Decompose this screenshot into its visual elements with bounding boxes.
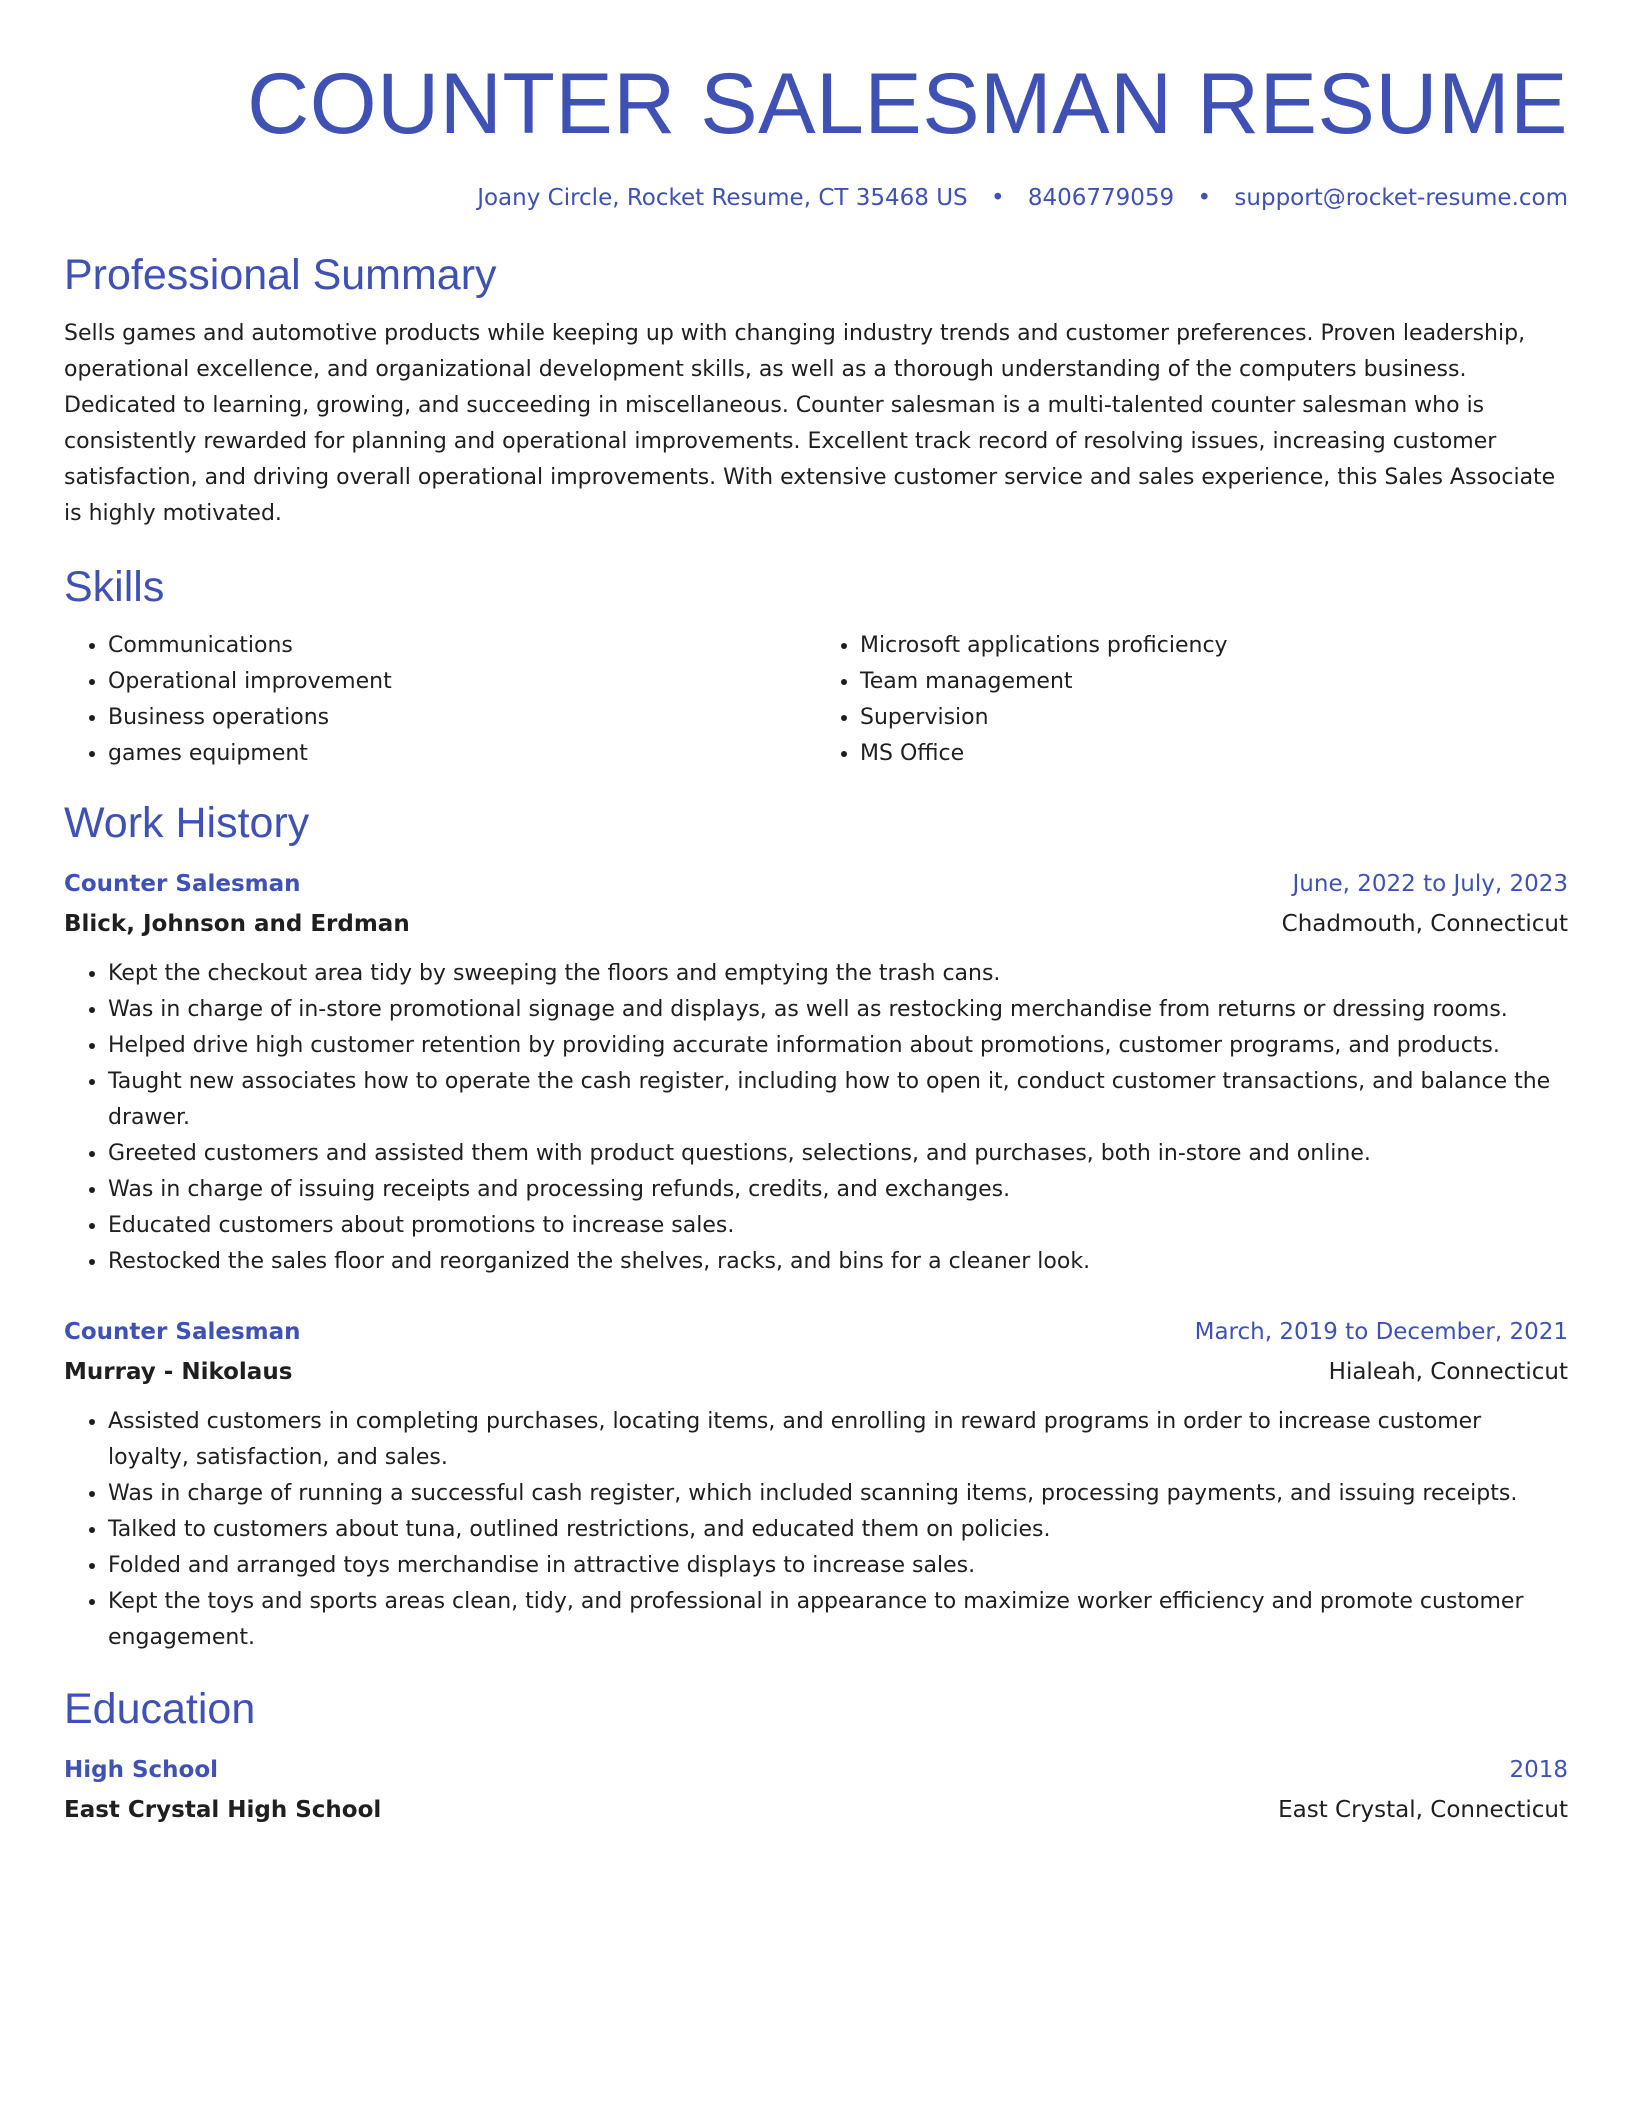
job-duty-item: • Talked to customers about tuna, outlined restrictions, and educated them on policies.	[108, 1512, 1568, 1548]
education-school: East Crystal High School	[64, 1797, 382, 1823]
contact-separator: •	[990, 185, 1005, 211]
job-duty-item: • Assisted customers in completing purchases, locating items, and enrolling in reward programs in order to increase customer loyalty, satisfaction, and sales.	[108, 1404, 1568, 1476]
contact-line	[64, 182, 1568, 214]
skill-item: • Business operations	[108, 700, 816, 736]
contact-email[interactable]: support@rocket-resume.com	[1234, 185, 1568, 211]
section-heading-education: Education	[64, 1685, 256, 1733]
job-title: Counter Salesman	[64, 871, 301, 897]
contact-address: Joany Circle, Rocket Resume, CT 35468 US	[477, 185, 968, 211]
job-duty-item: • Kept the checkout area tidy by sweeping the floors and emptying the trash cans.	[108, 956, 1568, 992]
job-duty-item: • Was in charge of in-store promotional signage and displays, as well as restocking merchandise from returns or dressing rooms.	[108, 992, 1568, 1028]
job-entry	[64, 866, 1568, 1280]
job-duty-item: • Was in charge of running a successful cash register, which included scanning items, processing payments, and issuing receipts.	[108, 1476, 1568, 1512]
job-location: Chadmouth, Connecticut	[1281, 911, 1568, 937]
job-header-row	[64, 1314, 1568, 1350]
education-school-row	[64, 1788, 1568, 1828]
job-company: Blick, Johnson and Erdman	[64, 911, 410, 937]
contact-separator: •	[1197, 185, 1212, 211]
resume-title: COUNTER SALESMAN RESUME	[247, 56, 1568, 152]
skill-item: • Communications	[108, 628, 816, 664]
job-location: Hialeah, Connecticut	[1328, 1359, 1568, 1385]
job-duty-item: • Educated customers about promotions to increase sales.	[108, 1208, 1568, 1244]
job-title: Counter Salesman	[64, 1319, 301, 1345]
job-duty-item: • Helped drive high customer retention by providing accurate information about promotions, customer programs, and products.	[108, 1028, 1568, 1064]
education-section	[64, 1682, 1568, 1828]
section-heading-summary: Professional Summary	[64, 251, 497, 299]
summary-text: Sells games and automotive products while keeping up with changing industry trends and customer preferences. Proven leadership, operational excellence, and organizational development skills, as well as a thorough understanding of the computers business. Dedicated to learning, growing, and succeeding in miscellaneous. Counter salesman is a multi-talented counter salesman who is consistently rewarded for planning and operational improvements. Excellent track record of resolving issues, increasing customer satisfaction, and driving overall operational improvements. With extensive customer service and sales experience, this Sales Associate is highly motivated.	[64, 321, 1556, 526]
skills-section	[64, 560, 1568, 772]
education-degree: High School	[64, 1757, 219, 1783]
contact-phone: 8406779059	[1027, 185, 1175, 211]
education-header-row	[64, 1752, 1568, 1788]
job-company-row	[64, 902, 1568, 942]
professional-summary-section	[64, 248, 1568, 532]
skills-list-right	[816, 628, 1568, 772]
job-entry	[64, 1314, 1568, 1656]
skill-item: • games equipment	[108, 736, 816, 772]
skill-item: • MS Office	[860, 736, 1568, 772]
job-dates: March, 2019 to December, 2021	[1194, 1319, 1568, 1345]
education-year: 2018	[1509, 1757, 1568, 1783]
skill-item: • Microsoft applications proficiency	[860, 628, 1568, 664]
job-duty-item: • Kept the toys and sports areas clean, tidy, and professional in appearance to maximize worker efficiency and promote customer engagement.	[108, 1584, 1568, 1656]
job-header-row	[64, 866, 1568, 902]
job-duties-list	[64, 956, 1568, 1280]
job-company: Murray - Nikolaus	[64, 1359, 293, 1385]
job-duty-item: • Folded and arranged toys merchandise in attractive displays to increase sales.	[108, 1548, 1568, 1584]
skills-grid	[64, 628, 1568, 772]
job-duty-item: • Taught new associates how to operate the cash register, including how to open it, conduct customer transactions, and balance the drawer.	[108, 1064, 1568, 1136]
education-location: East Crystal, Connecticut	[1278, 1797, 1568, 1823]
section-heading-work-history: Work History	[64, 799, 310, 847]
job-company-row	[64, 1350, 1568, 1390]
skill-item: • Operational improvement	[108, 664, 816, 700]
job-duties-list	[64, 1404, 1568, 1656]
work-history-section	[64, 796, 1568, 1656]
job-duty-item: • Restocked the sales floor and reorganized the shelves, racks, and bins for a cleaner look.	[108, 1244, 1568, 1280]
education-entry	[64, 1752, 1568, 1828]
job-duty-item: • Greeted customers and assisted them with product questions, selections, and purchases, both in-store and online.	[108, 1136, 1568, 1172]
job-duty-item: • Was in charge of issuing receipts and processing refunds, credits, and exchanges.	[108, 1172, 1568, 1208]
job-dates: June, 2022 to July, 2023	[1292, 871, 1568, 897]
skills-list-left	[64, 628, 816, 772]
skill-item: • Supervision	[860, 700, 1568, 736]
resume-header	[64, 50, 1568, 214]
skill-item: • Team management	[860, 664, 1568, 700]
section-heading-skills: Skills	[64, 563, 165, 611]
